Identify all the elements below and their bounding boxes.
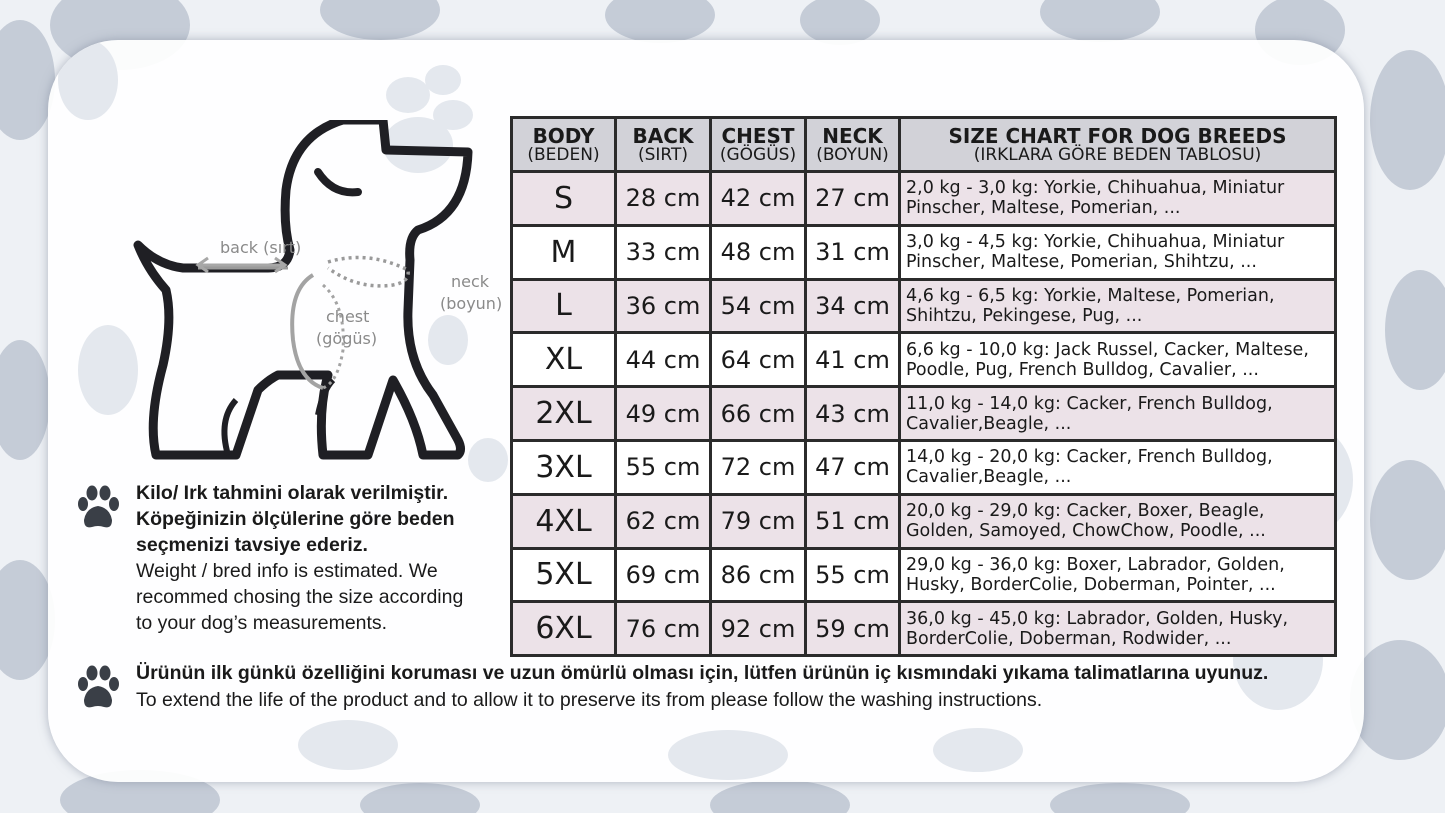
back-cell: 33 cm [616, 225, 711, 279]
breeds-cell: 29,0 kg - 36,0 kg: Boxer, Labrador, Golden, Husky, BorderColie, Doberman, Pointer, ... [900, 548, 1336, 602]
size-chart-card [48, 40, 1364, 782]
neck-cell: 31 cm [806, 225, 900, 279]
chest-cell: 92 cm [711, 602, 806, 656]
back-cell: 62 cm [616, 494, 711, 548]
table-row [512, 225, 1336, 279]
dog-measurement-illustration [118, 120, 558, 500]
chest-cell: 54 cm [711, 279, 806, 333]
neck-cell: 47 cm [806, 440, 900, 494]
breeds-cell: 4,6 kg - 6,5 kg: Yorkie, Maltese, Pomerian, Shihtzu, Pekingese, Pug, ... [900, 279, 1336, 333]
breeds-cell: 20,0 kg - 29,0 kg: Cacker, Boxer, Beagle, Golden, Samoyed, ChowChow, Poodle, ... [900, 494, 1336, 548]
header-neck: NECK (BOYUN) [806, 118, 900, 172]
estimate-tr-line-2: Köpeğinizin ölçülerine göre beden [136, 508, 455, 530]
header-body: BODY (BEDEN) [512, 118, 616, 172]
size-cell: 5XL [512, 548, 616, 602]
table-row [512, 494, 1336, 548]
table-row [512, 548, 1336, 602]
size-cell: S [512, 172, 616, 226]
header-breeds: SIZE CHART FOR DOG BREEDS (IRKLARA GÖRE BEDEN TABLOSU) [900, 118, 1336, 172]
table-row [512, 602, 1336, 656]
back-cell: 76 cm [616, 602, 711, 656]
neck-cell: 51 cm [806, 494, 900, 548]
neck-label: neck [451, 272, 490, 291]
back-cell: 44 cm [616, 333, 711, 387]
back-cell: 49 cm [616, 387, 711, 441]
estimate-tr-line-1: Kilo/ Irk tahmini olarak verilmiştir. [136, 482, 449, 504]
chest-cell: 66 cm [711, 387, 806, 441]
estimate-en-line-2: recommed chosing the size according [136, 586, 464, 608]
washing-tr: Ürünün ilk günkü özelliğini koruması ve uzun ömürlü olması için, lütfen ürünün iç kısmındaki yıkama talimatlarına uyunuz. [136, 662, 1269, 684]
size-table [510, 116, 1337, 657]
paw-icon [74, 664, 122, 712]
table-row [512, 387, 1336, 441]
size-cell: 2XL [512, 387, 616, 441]
neck-cell: 59 cm [806, 602, 900, 656]
table-row [512, 333, 1336, 387]
washing-en: To extend the life of the product and to allow it to preserve its from please follow the washing instructions. [136, 689, 1043, 711]
neck-label-tr: (boyun) [440, 294, 503, 313]
estimate-en-line-3: to your dog’s measurements. [136, 612, 388, 634]
back-cell: 55 cm [616, 440, 711, 494]
size-cell: XL [512, 333, 616, 387]
back-cell: 36 cm [616, 279, 711, 333]
size-cell: 3XL [512, 440, 616, 494]
dog-outline-icon [138, 120, 468, 455]
paw-icon [74, 484, 122, 532]
breeds-cell: 2,0 kg - 3,0 kg: Yorkie, Chihuahua, Miniatur Pinscher, Maltese, Pomerian, ... [900, 172, 1336, 226]
chest-label: chest [326, 307, 370, 326]
chest-cell: 79 cm [711, 494, 806, 548]
chest-cell: 72 cm [711, 440, 806, 494]
back-cell: 28 cm [616, 172, 711, 226]
neck-cell: 27 cm [806, 172, 900, 226]
header-chest: CHEST (GÖGÜS) [711, 118, 806, 172]
size-cell: M [512, 225, 616, 279]
neck-cell: 43 cm [806, 387, 900, 441]
chest-cell: 64 cm [711, 333, 806, 387]
size-cell: 4XL [512, 494, 616, 548]
table-row [512, 440, 1336, 494]
table-row [512, 172, 1336, 226]
estimate-tr-line-3: seçmenizi tavsiye ederiz. [136, 534, 368, 556]
neck-cell: 41 cm [806, 333, 900, 387]
size-cell: L [512, 279, 616, 333]
breeds-cell: 6,6 kg - 10,0 kg: Jack Russel, Cacker, Maltese, Poodle, Pug, French Bulldog, Cavalier, ... [900, 333, 1336, 387]
back-label: back (sırt) [220, 238, 302, 257]
back-cell: 69 cm [616, 548, 711, 602]
chest-cell: 48 cm [711, 225, 806, 279]
header-back: BACK (SIRT) [616, 118, 711, 172]
chest-cell: 42 cm [711, 172, 806, 226]
breeds-cell: 11,0 kg - 14,0 kg: Cacker, French Bulldog, Cavalier,Beagle, ... [900, 387, 1336, 441]
neck-cell: 34 cm [806, 279, 900, 333]
breeds-cell: 36,0 kg - 45,0 kg: Labrador, Golden, Husky, BorderColie, Doberman, Rodwider, ... [900, 602, 1336, 656]
table-row [512, 279, 1336, 333]
chest-label-tr: (gögüs) [316, 329, 378, 348]
size-cell: 6XL [512, 602, 616, 656]
neck-cell: 55 cm [806, 548, 900, 602]
breeds-cell: 3,0 kg - 4,5 kg: Yorkie, Chihuahua, Miniatur Pinscher, Maltese, Pomerian, Shihtzu, ... [900, 225, 1336, 279]
estimate-en-line-1: Weight / bred info is estimated. We [136, 560, 438, 582]
chest-cell: 86 cm [711, 548, 806, 602]
table-header-row [512, 118, 1336, 172]
breeds-cell: 14,0 kg - 20,0 kg: Cacker, French Bulldog, Cavalier,Beagle, ... [900, 440, 1336, 494]
